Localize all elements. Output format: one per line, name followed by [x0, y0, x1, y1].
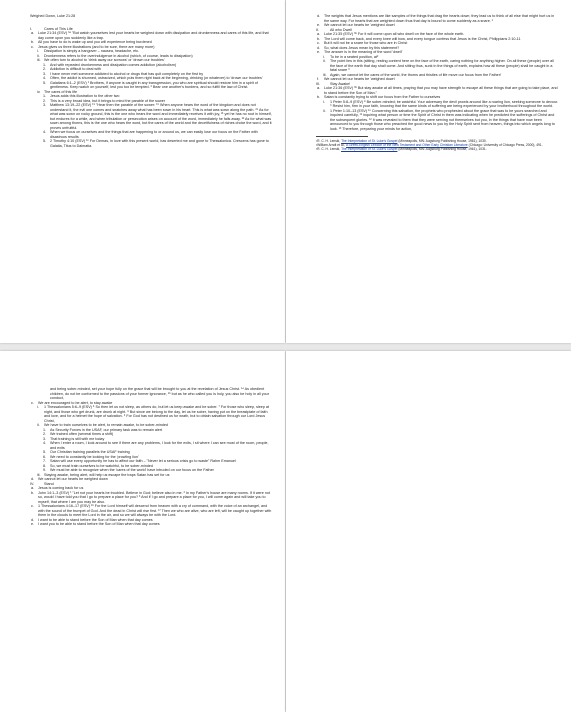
outline-marker: b.: [31, 40, 35, 44]
outline-marker: i.: [37, 405, 39, 409]
outline-marker: 9.: [43, 468, 47, 472]
outline-text: All who Dwell: [330, 27, 352, 32]
outline-text: Luke 21:35 (ESV) ³⁵ For it will come upon all who dwell on the face of the whole earth.: [324, 32, 465, 36]
outline-marker: 2.: [43, 98, 47, 103]
footnote-number: ¹: [316, 139, 318, 143]
outline-marker: 1.: [43, 427, 47, 432]
outline-text: When we focus on ourselves and the things that are happening to or around us, we can easily lose our focus on the Father with disastrous results: [50, 130, 258, 139]
outline-text: But it will not be a snare for those who are in Christ: [324, 41, 408, 45]
outline-marker: III.: [316, 81, 321, 86]
outline-marker: a.: [31, 486, 35, 490]
outline-marker: c.: [31, 44, 34, 49]
outline-text: We cannot let our hearts be weighed down: [38, 477, 108, 481]
outline-text: Luke 21:36 (ESV) ³⁶ But stay awake at all times, praying that you may have strength to escape all these things that are going to take place, and to stand before the Son of Man.": [324, 86, 558, 95]
outline-marker: 1.: [43, 62, 47, 67]
outline-item: [30, 441, 273, 450]
footnote-number: ³: [316, 147, 318, 152]
page-2-content: [316, 14, 559, 337]
outline-marker: iii.: [37, 472, 41, 477]
outline-text: So, we must train ourselves to be watchful, to be sober-minded: [50, 463, 153, 468]
outline-marker: 5.: [43, 80, 47, 85]
footnote: [316, 147, 559, 151]
outline-marker: 8.: [43, 463, 47, 468]
outline-text: Jesus is coming back for us: [38, 486, 84, 490]
outline-marker: a.: [31, 31, 35, 35]
outline-marker: a.: [317, 86, 321, 90]
outline-text: Jesus adds this illustration to the other two: [50, 94, 120, 98]
outline-item: [316, 14, 559, 23]
outline-text: And with repeated drunkenness and dissipation comes addiction (alcoholism): [50, 62, 177, 67]
outline-marker: d.: [317, 14, 321, 18]
outline-marker: 5.: [43, 139, 47, 143]
outline-marker: a.: [317, 32, 321, 36]
outline-text: Again, we cannot let the cares of the world, the thorns and thistles of life move our focus from the Father!: [330, 72, 501, 77]
outline-marker: 2.: [43, 67, 47, 71]
outline-text: The answer is in the meaning of the word 'dwell': [324, 50, 403, 54]
outline-text: Matthew 13:19–22 (ESV) ¹⁹ "Hear then the parable of the sower: ¹⁹ When anyone hears the word of the kingdom and does not understand it, the evil one comes and snatches away what has been sown in his heart. This is what was sown along the path. ²⁰ As for what was sown on rocky ground, this is the one who hears the word and immediately receives it with joy, ²¹ yet he has no root in himself, but endures for a while, and when tribulation or persecution arises on account of the word, immediately he falls away. ²² As for what was sown among thorns, this is the one who hears the word, but the cares of the world and the deceitfulness of riches choke the word, and it proves unfruitful.: [50, 103, 272, 130]
outline-text: Galatians 6:1–2 (ESV) ¹ Brothers, if anyone is caught in any transgression, you who are spiritual should restore him in a spirit of gentleness. Keep watch on yourself, lest you too be tempted. ² Bear one another's burdens, and so fulfill the law of Christ.: [50, 80, 258, 89]
outline-marker: II.: [316, 27, 320, 32]
outline-marker: 3.: [43, 103, 47, 107]
outline-text: 2 Timothy 4:10 (ESV) ¹⁰ For Demas, in love with this present world, has deserted me and gone to Thessalonica. Crescens has gone to Galatia, Titus to Dalmatia.: [50, 139, 269, 148]
outline-item: [316, 109, 559, 132]
outline-item: [30, 405, 273, 423]
outline-marker: d.: [31, 477, 35, 481]
outline-text: All you have to do is wake up and you will experience being burdened: [38, 40, 152, 44]
outline-list: [30, 27, 273, 149]
outline-text: Stay Awake!: [330, 81, 351, 86]
outline-item: [30, 504, 273, 518]
outline-marker: iii.: [323, 72, 327, 77]
outline-text: We cannot let our hearts be 'weighed down': [324, 77, 396, 81]
outline-marker: d.: [31, 517, 35, 522]
outline-item: [316, 86, 559, 95]
outline-text: We are encouraged to be alert, to stay awake: [38, 400, 113, 405]
outline-marker: 2.: [43, 432, 47, 436]
outline-text: I want to be able to stand before the Son of Man when that day comes: [38, 517, 153, 522]
outline-item: [30, 491, 273, 505]
footnote-author: R. C. H. Lenski,: [317, 139, 342, 143]
footnote-number: ²: [316, 143, 318, 148]
page-3-content: [30, 387, 273, 706]
outline-text: This is a very broad idea, but it brings to mind the parable of the sower: [50, 98, 165, 103]
outline-marker: 4.: [43, 76, 47, 80]
outline-text: I have never met someone addicted to alcohol or drugs that has quit completely on the first try: [50, 71, 204, 76]
outline-text: The point lies in this (sitting, resting content here on the face of the earth, caring nothing for anything higher. On all these (people) over all the face of the earth that day shall come. And sitting thus, sunk in the things of earth, explains how all these (people) shall be caught in a fatal snare ³: [330, 59, 554, 72]
outline-marker: f.: [317, 77, 320, 81]
outline-marker: b.: [31, 490, 35, 495]
outline-text: John 14:1–3 (ESV) ¹ "Let not your hearts be troubled. Believe in God; believe also in me. ² In my Father's house are many rooms. If it were not so, would I have told you that I go to prepare a place for you? ³ And if I go and prepare a place for you, I will come again and will take you to myself, that where I am you may be also.: [38, 490, 270, 504]
outline-marker: ii.: [37, 53, 40, 58]
outline-text: To be in a seated position, at²: [330, 54, 379, 59]
outline-item: [316, 59, 559, 73]
outline-marker: ii.: [323, 59, 326, 63]
outline-text: Satan is constantly trying to shift our focus from the Father to ourselves: [324, 95, 441, 99]
outline-marker: 6.: [43, 454, 47, 459]
outline-marker: 4.: [43, 441, 47, 445]
footnote-title-link[interactable]: The Interpretation of St. Luke's Gospel: [341, 147, 398, 152]
outline-item: [30, 522, 273, 527]
outline-text: The Lord will come back, and every knee will bow, and every tongue confess that Jesus is the Christ, Philippians 2:10-11: [324, 36, 521, 41]
page-1-content: [30, 14, 273, 337]
outline-text: Addiction is difficult to deal with: [50, 67, 101, 71]
outline-marker: ii.: [323, 108, 326, 113]
footnote-author: William Arndt et al.,: [317, 143, 347, 148]
outline-list: [30, 387, 273, 527]
footnote-separator: [316, 136, 368, 137]
outline-text: Drunkenness refers to the overindulgence in alcohol (which, of course, leads to dissipation): [44, 53, 193, 58]
outline-item: [30, 130, 273, 139]
outline-marker: 5.: [43, 450, 47, 454]
outline-item: [30, 139, 273, 148]
outline-marker: b.: [317, 36, 321, 41]
document-page-4-blank: [286, 351, 571, 712]
outline-text: The weights that Jesus mentions are like samples of the things that drag the hearts down; they lead us to think of all else that might hurt us in the same way. For hearts that are weighted down thus that day is bound to come suddenly as a snare. ¹: [324, 14, 555, 23]
outline-text: Stand: [44, 481, 54, 486]
outline-text: We cannot let our hearts be 'weighed down': [324, 23, 396, 27]
outline-marker: b.: [317, 95, 321, 99]
outline-text: 1 Peter 1:10–13 (ESV) ¹⁰ Concerning this salvation, the prophets who prophesied about the grace that was to be yours searched and inquired carefully, ¹¹ inquiring what person or time the Spirit of Christ in them was indicating when he predicted the sufferings of Christ and the subsequent glories. ¹² It was revealed to them that they were serving not themselves but you, in the things that have now been announced to you through those who preached the good news to you by the Holy Spirit sent from heaven, things into which angels long to look. ¹³ Therefore, preparing your minds for action,: [330, 108, 555, 131]
footnote-publication: (Minneapolis, MN: Augsburg Publishing House, 1961), 1030.: [397, 139, 487, 143]
outline-marker: c.: [317, 41, 320, 45]
outline-marker: 3.: [43, 436, 47, 441]
outline-marker: c.: [31, 504, 34, 508]
outline-marker: 7.: [43, 459, 47, 463]
outline-text: We must be able to recognize when the 'cares of the world' have intruded on our focus on the Father: [50, 468, 214, 472]
outline-text: We have to train ourselves to be alert, to remain awake, to be sober-minded: [44, 423, 168, 427]
document-title: Weighed Down, Luke 21:28: [30, 14, 76, 18]
outline-text: Our Christian training parallels the USAF training: [50, 450, 130, 454]
footnote-publication: (Chicago: University of Chicago Press, 2000), 491.: [467, 143, 543, 148]
outline-item: [30, 103, 273, 130]
outline-text: Jesus gives us three illustrations (and to be sure, there are many more): [38, 44, 155, 49]
outline-text: 1 Thessalonians 5:6–9 (ESV) ⁶ So then let us not sleep, as others do, but let us keep awake and be sober. ⁷ For those who sleep, sleep at night, and those who get drunk, are drunk at night. ⁸ But since we belong to the day, let us be sober, having put on the breastplate of faith and love, and for a helmet the hope of salvation. ⁹ For God has not destined us for wrath, but to obtain salvation through our Lord Jesus Christ,: [44, 405, 269, 423]
document-page-3: [0, 351, 285, 712]
footnote-title-link[interactable]: A Greek-English Lexicon of the New Testament and Other Early Christian Literature: [346, 143, 468, 148]
outline-item: [30, 31, 273, 40]
outline-text: Luke 21:34 (ESV) ³⁴ "But watch yourselves lest your hearts be weighed down with dissipation and drunkenness and cares of this life, and that day come upon you suddenly like a trap.: [38, 31, 269, 40]
outline-text: We trained often (several times a shift): [50, 432, 114, 436]
document-page-2: [286, 0, 571, 343]
outline-marker: i.: [323, 54, 325, 59]
outline-marker: e.: [317, 50, 321, 54]
outline-text: 1 Peter 5:8–9 (ESV) ⁸ Be sober-minded; be watchful. Your adversary the devil prowls around like a roaring lion, seeking someone to devour. ⁹ Resist him, firm in your faith, knowing that the same kinds of suffering are being experienced by your brotherhood throughout the world.: [330, 99, 559, 108]
footnote-author: R. C. H. Lenski,: [317, 147, 342, 152]
document-page-1: [0, 0, 285, 343]
footnote-title-link[interactable]: The Interpretation of St. Luke's Gospel: [341, 139, 398, 143]
outline-marker: IV.: [30, 481, 35, 486]
outline-marker: 4.: [43, 130, 47, 134]
outline-text: We need to constantly be looking for the 'prowling lion': [50, 454, 139, 459]
outline-marker: d.: [317, 45, 321, 50]
outline-text: As Security Forces in the USAF, our primary task was to remain alert: [50, 427, 163, 432]
outline-marker: c.: [31, 400, 34, 405]
outline-text: Staying awake, being alert, will help us escape the traps Satan has set for us: [44, 472, 170, 477]
outline-text: Dissipation is simply a hangover – nausea, headache, etc.: [44, 49, 140, 53]
outline-marker: 3.: [43, 71, 47, 76]
outline-text: So, what does Jesus mean by this statement?: [324, 45, 400, 50]
outline-text: That training is still with me today: [50, 436, 105, 441]
outline-marker: 1.: [43, 94, 47, 98]
outline-marker: i.: [323, 99, 325, 104]
outline-text: Cares of This Life: [44, 26, 73, 31]
outline-text: I want you to be able to stand before the Son of Man when that day comes: [38, 522, 160, 526]
outline-item: [316, 100, 559, 109]
outline-marker: iii.: [37, 58, 41, 62]
outline-item: [30, 81, 273, 90]
outline-text: Often, the addict is shunned, ostracized, which puts them right back at the beginning, drinking (or whatever) to 'drown our troubles': [50, 76, 263, 80]
outline-marker: iv.: [37, 89, 41, 94]
outline-text: The cares of this life: [44, 89, 77, 94]
footnotes: [316, 139, 559, 152]
outline-marker: e.: [31, 522, 35, 526]
outline-text: 1 Thessalonians 4:16–17 (ESV) ¹⁶ For the Lord himself will descend from heaven with a cry of command, with the voice of an archangel, and with the sound of the trumpet of God. And the dead in Christ will rise first. ¹⁷ Then we who are alive, who are left, will be caught up together with them in the clouds to meet the Lord in the air, and so we will always be with the Lord.: [38, 504, 272, 517]
outline-text: When I enter a room, I look around to see if there are any problems, I look for the exits, I sit where I can see most of the room, people, and exits: [50, 441, 269, 450]
outline-item: [30, 387, 273, 401]
outline-marker: e.: [317, 23, 321, 27]
footnote-publication: (Minneapolis, MN: Augsburg Publishing House, 1961), 1031.: [397, 147, 487, 152]
outline-marker: I.: [30, 26, 33, 31]
outline-text: Satan will use every opportunity he has to affect our faith – "Never let a serious crisis go to waste" Rahm Emanuel: [50, 459, 236, 463]
outline-text: and being sober-minded, set your hope fully on the grace that will be brought to you at the revelation of Jesus Christ. ¹⁴ As obedient children, do not be conformed to the passions of your former ignorance, ¹⁵ but as he who called you is holy, you also be holy in all your conduct,: [50, 387, 269, 400]
outline-marker: i.: [37, 49, 39, 53]
outline-list: [316, 14, 559, 131]
outline-marker: ii.: [37, 423, 40, 427]
outline-text: We often turn to alcohol to 'drink away our sorrows' or 'drown our troubles': [44, 58, 165, 62]
